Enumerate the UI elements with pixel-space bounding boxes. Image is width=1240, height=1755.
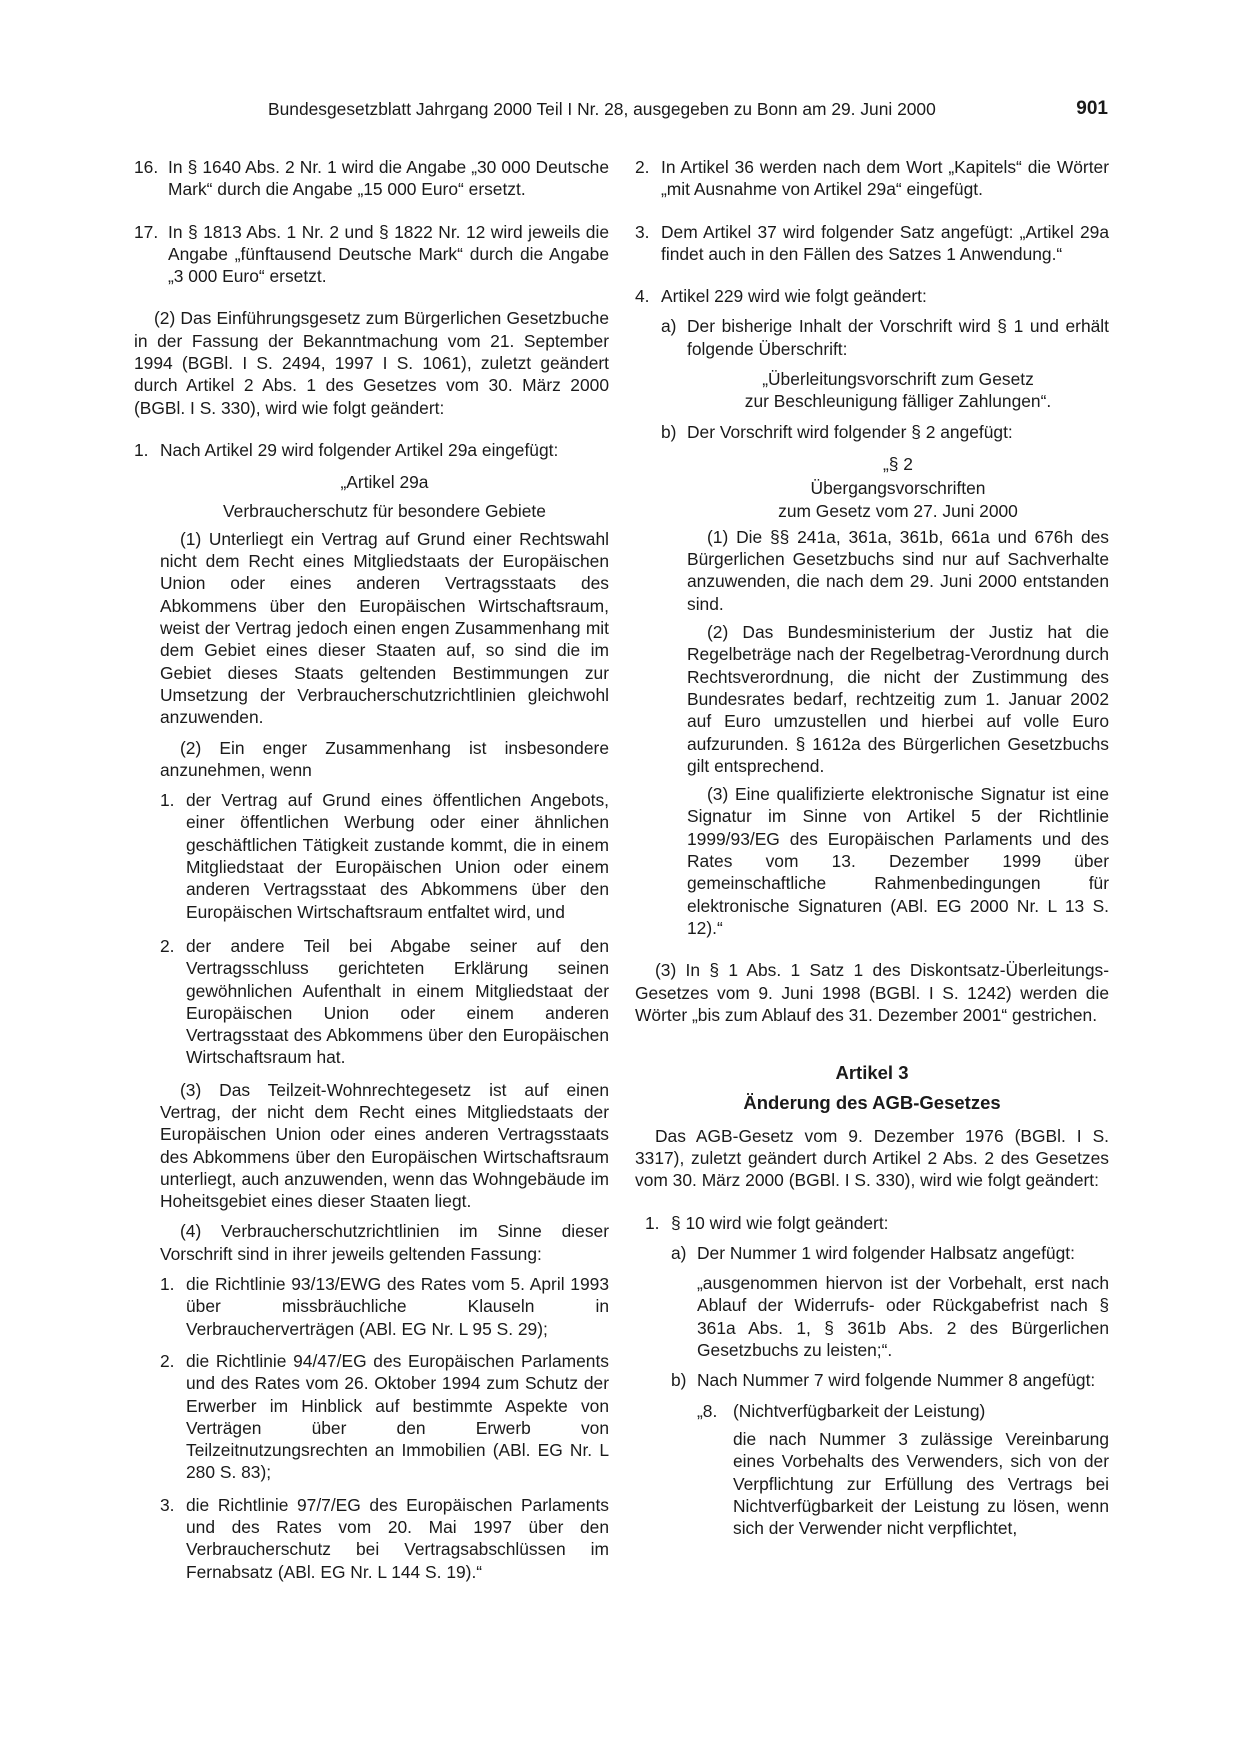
item-number: 17.	[134, 221, 159, 242]
paragraph: (3) Das Teilzeit-Wohnrechtegesetz ist auf einen Vertrag, der nicht dem Recht eines Mitgliedstaats der Europäischen Union oder eines anderen Vertragsstaats des Abkommens über den Europäischen Wirtschaftsraum unterliegt, auch anzuwenden, wenn das Wohngebäude im Hoheitsgebiet eines dieser Staaten liegt.	[160, 1079, 609, 1212]
item-text: Der Nummer 1 wird folgender Halbsatz angefügt:	[697, 1242, 1075, 1263]
item-text: die Richtlinie 94/47/EG des Europäischen Parlaments und des Rates vom 26. Oktober 1994 zum Schutz der Erwerber im Hinblick auf bestimmte Aspekte von Verträgen über den Erwerb von Teilzeitnutzungsrechten an Immobilien (ABl. EG Nr. L 280 S. 83);	[186, 1350, 609, 1483]
article-title: „Artikel 29a	[340, 472, 429, 493]
list-item	[160, 1350, 609, 1484]
list-item	[645, 1212, 1109, 1234]
quote-text: „ausgenommen hiervon ist der Vorbehalt, erst nach Ablauf der Widerrufs- oder Rückgabefrist nach § 361a Abs. 1, § 361b Abs. 2 des Bürgerlichen Gesetzbuchs zu leisten;“.	[697, 1273, 1109, 1361]
item-text: § 10 wird wie folgt geändert:	[671, 1212, 889, 1233]
paragraph: (2) Das Bundesministerium der Justiz hat die Regelbeträge nach der Regelbetrag-Verordnung durch Rechtsverordnung, die nicht der Zustimmung des Bundesrates bedarf, rechtzeitig zum 1. Januar 2002 auf Euro umzustellen und hierbei auf volle Euro aufzurunden. § 1612a des Bürgerlichen Gesetzbuchs gilt entsprechend.	[687, 622, 1109, 776]
item-number: 16.	[134, 157, 159, 177]
item-number: „8.	[697, 1400, 718, 1421]
list-item	[160, 1273, 609, 1340]
item-text: der andere Teil bei Abgabe seiner auf den Vertragsschluss gerichteten Erklärung seinen gewöhnlichen Aufenthalt in einem Mitgliedstaat der Europäischen Union oder einem anderen Vertragsstaat des Abkommens über den Europäischen Wirtschaftsraum hat.	[186, 935, 609, 1068]
list-item	[671, 1369, 1109, 1391]
list-item	[661, 315, 1109, 360]
list-item	[134, 221, 609, 288]
item-number: 1.	[160, 790, 175, 811]
item-text: die Richtlinie 93/13/EWG des Rates vom 5. April 1993 über missbräuchliche Klauseln in Verbraucherverträgen (ABl. EG Nr. L 95 S. 29);	[186, 1274, 609, 1339]
item-text: Der Vorschrift wird folgender § 2 angefügt:	[687, 421, 1013, 442]
item-number: 2.	[160, 935, 175, 956]
article-subtitle: Verbraucherschutz für besondere Gebiete	[223, 500, 546, 521]
item-text: In Artikel 36 werden nach dem Wort „Kapitels“ die Wörter „mit Ausnahme von Artikel 29a“ eingefügt.	[661, 157, 1109, 200]
item-text: Artikel 229 wird wie folgt geändert:	[661, 286, 927, 307]
section-heading: zur Beschleunigung fälliger Zahlungen“.	[744, 391, 1052, 412]
item-text: In § 1813 Abs. 1 Nr. 2 und § 1822 Nr. 12 wird jeweils die Angabe „fünftausend Deutsche Mark“ durch die Angabe „3 000 Euro“ ersetzt.	[168, 221, 609, 287]
list-item	[697, 1400, 1109, 1422]
item-text: Nach Artikel 29 wird folgender Artikel 29a eingefügt:	[160, 439, 559, 460]
list-item	[160, 1494, 609, 1583]
quote-text: die nach Nummer 3 zulässige Vereinbarung eines Vorbehalts des Verwenders, sich von der Verpflichtung zur Erfüllung des Vertrags bei Nichtverfügbarkeit der Leistung zu lösen, wenn sich der Verwender nicht verpflichtet,	[733, 1428, 1109, 1539]
list-item	[160, 935, 609, 1069]
paragraph: (3) In § 1 Abs. 1 Satz 1 des Diskontsatz-Überleitungs-Gesetzes vom 9. Juni 1998 (BGBl. I S. 1242) werden die Wörter „bis zum Ablauf des 31. Dezember 2001“ gestrichen.	[635, 960, 1109, 1025]
item-number: 1.	[645, 1212, 660, 1233]
list-item	[635, 221, 1109, 266]
item-letter: a)	[661, 316, 677, 337]
list-item	[635, 285, 1109, 307]
paragraph: Das AGB-Gesetz vom 9. Dezember 1976 (BGBl. I S. 3317), zuletzt geändert durch Artikel 2 Abs. 2 des Gesetzes vom 30. März 2000 (BGBl. I S. 330), wird wie folgt geändert:	[635, 1125, 1109, 1191]
item-text: die Richtlinie 97/7/EG des Europäischen Parlaments und des Rates vom 20. Mai 1997 über den Verbraucherschutz bei Vertragsabschlüssen im Fernabsatz (ABl. EG Nr. L 144 S. 19).“	[186, 1494, 609, 1582]
page-number: 901	[1076, 98, 1108, 119]
paragraph-sign: „§ 2	[883, 453, 913, 474]
item-text: Dem Artikel 37 wird folgender Satz angefügt: „Artikel 29a findet auch in den Fällen des Satzes 1 Anwendung.“	[661, 221, 1109, 264]
list-item	[635, 156, 1109, 201]
item-number: 1.	[160, 1274, 175, 1295]
item-letter: a)	[671, 1242, 687, 1263]
article-heading: Artikel 3	[835, 1062, 909, 1084]
item-number: 1.	[134, 439, 149, 460]
header-title: Bundesgesetzblatt Jahrgang 2000 Teil I Nr. 28, ausgegeben zu Bonn am 29. Juni 2000	[268, 99, 936, 119]
section-heading: Übergangsvorschriften	[810, 478, 986, 499]
paragraph: (2) Ein enger Zusammenhang ist insbesondere anzunehmen, wenn	[160, 737, 609, 780]
item-number: 3.	[635, 221, 650, 242]
right-column	[635, 156, 1109, 1539]
list-item	[134, 156, 609, 201]
item-text: In § 1640 Abs. 2 Nr. 1 wird die Angabe „30 000 Deutsche Mark“ durch die Angabe „15 000 Euro“ ersetzt.	[168, 157, 609, 200]
item-text: Nach Nummer 7 wird folgende Nummer 8 angefügt:	[697, 1370, 1096, 1391]
paragraph: (1) Die §§ 241a, 361a, 361b, 661a und 676h des Bürgerlichen Gesetzbuchs sind nur auf Sachverhalte anzuwenden, die nach dem 29. Juni 2000 entstanden sind.	[687, 526, 1109, 614]
paragraph: (2) Das Einführungsgesetz zum Bürgerlichen Gesetzbuche in der Fassung der Bekanntmachung vom 21. September 1994 (BGBl. I S. 2494, 1997 I S. 1061), zuletzt geändert durch Artikel 2 Abs. 1 des Gesetzes vom 30. März 2000 (BGBl. I S. 330), wird wie folgt geändert:	[134, 308, 609, 418]
item-letter: b)	[671, 1370, 687, 1391]
list-item	[160, 789, 609, 923]
item-text: Der bisherige Inhalt der Vorschrift wird § 1 und erhält folgende Überschrift:	[687, 316, 1109, 359]
paragraph: (4) Verbraucherschutzrichtlinien im Sinne dieser Vorschrift sind in ihrer jeweils geltenden Fassung:	[160, 1221, 609, 1264]
item-number: 2.	[160, 1350, 175, 1371]
section-heading: zum Gesetz vom 27. Juni 2000	[778, 500, 1018, 521]
item-text: der Vertrag auf Grund eines öffentlichen Angebots, einer öffentlichen Werbung oder einer ähnlichen geschäftlichen Tätigkeit zustande kommt, die in einem Mitgliedstaat der Europäischen Union oder einem anderen Vertragsstaat des Abkommens über den Europäischen Wirtschaftsraum entfaltet wird, und	[186, 790, 609, 922]
list-item	[134, 439, 609, 461]
paragraph: (1) Unterliegt ein Vertrag auf Grund einer Rechtswahl nicht dem Recht eines Mitgliedstaats der Europäischen Union oder eines anderen Vertragsstaats des Abkommens über den Europäischen Wirtschaftsraum, weist der Vertrag jedoch einen engen Zusammenhang mit dem Gebiet eines dieser Staaten auf, so sind die im Gebiet dieses Staats geltenden Bestimmungen zur Umsetzung der Verbraucherschutzrichtlinien gleichwohl anzuwenden.	[160, 528, 609, 728]
list-item	[661, 421, 1109, 443]
item-number: 2.	[635, 157, 650, 177]
list-item	[671, 1242, 1109, 1264]
article-title: Änderung des AGB-Gesetzes	[743, 1092, 1001, 1114]
item-letter: b)	[661, 421, 677, 442]
item-heading: (Nichtverfügbarkeit der Leistung)	[733, 1400, 986, 1421]
left-column	[134, 156, 609, 1583]
paragraph: (3) Eine qualifizierte elektronische Signatur ist eine Signatur im Sinne von Artikel 5 der Richtlinie 1999/93/EG des Europäischen Parlaments und des Rates vom 13. Dezember 1999 über gemeinschaftliche Rahmenbedingungen für elektronische Signaturen (ABl. EG 2000 Nr. L 13 S. 12).“	[687, 784, 1109, 938]
section-heading: „Überleitungsvorschrift zum Gesetz	[762, 369, 1034, 390]
item-number: 4.	[635, 286, 650, 307]
item-number: 3.	[160, 1494, 175, 1515]
